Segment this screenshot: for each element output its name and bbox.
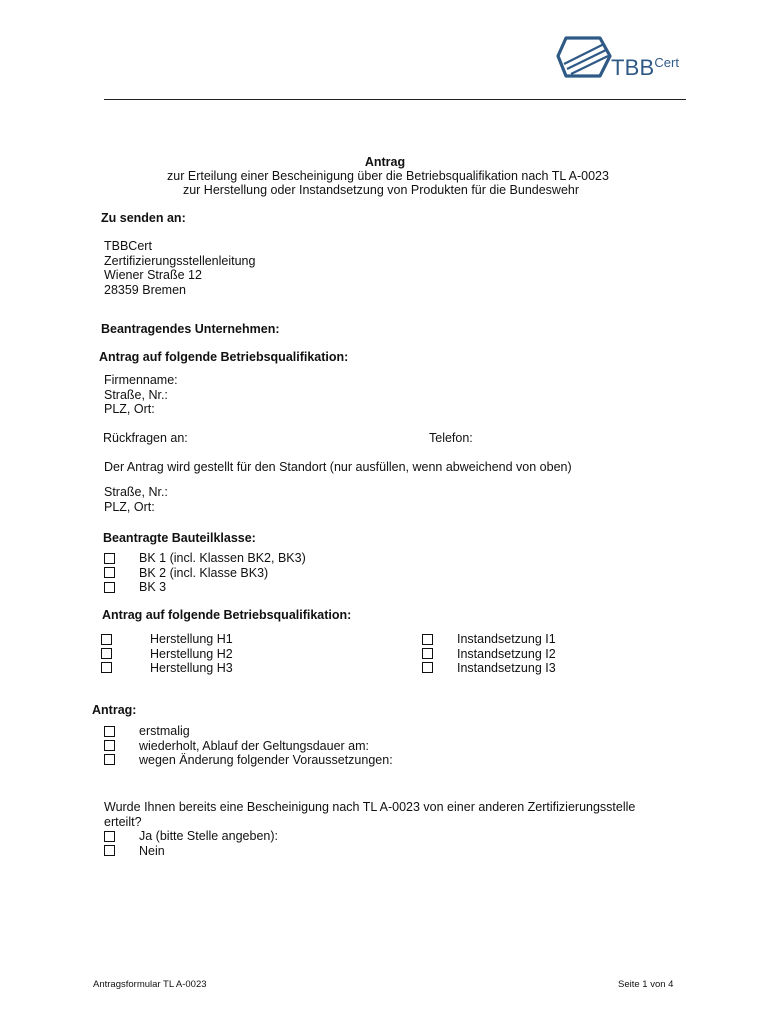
- previous-question-line-2: erteilt?: [104, 814, 142, 829]
- bk1-checkbox[interactable]: [104, 553, 115, 564]
- change-label: wegen Änderung folgender Voraussetzungen:: [139, 753, 393, 767]
- company-fields: [104, 373, 178, 417]
- no-label: Nein: [139, 843, 165, 858]
- bk3-checkbox[interactable]: [104, 582, 115, 593]
- yes-label: Ja (bitte Stelle angeben):: [139, 829, 278, 843]
- company-qualification-label: Antrag auf folgende Betriebsqualifikation:: [99, 350, 349, 364]
- title-line-1: zur Erteilung einer Bescheinigung über die Betriebsqualifikation nach TL A-0023: [167, 169, 609, 183]
- recipient-line: 28359 Bremen: [104, 282, 187, 297]
- recipient-label: Zu senden an:: [101, 211, 186, 225]
- contact-label: Rückfragen an:: [103, 431, 188, 445]
- application-options: [139, 724, 393, 768]
- company-name-field: Firmenname:: [104, 373, 178, 387]
- recipient-line: TBBCert: [104, 239, 152, 253]
- previous-question-line-1: Wurde Ihnen bereits eine Bescheinigung nach TL A-0023 von einer anderen Zertifizierungsstelle: [104, 800, 636, 814]
- logo-suffix: Cert: [654, 55, 679, 70]
- i2-checkbox[interactable]: [422, 648, 433, 659]
- footer-form-name: Antragsformular TL A-0023: [93, 979, 207, 990]
- company-city-field: PLZ, Ort:: [104, 402, 155, 416]
- change-checkbox[interactable]: [104, 754, 115, 765]
- yes-checkbox[interactable]: [104, 831, 115, 842]
- site-city-field: PLZ, Ort:: [104, 499, 155, 514]
- bk2-label: BK 2 (incl. Klasse BK3): [139, 565, 269, 580]
- recipient-line: Wiener Straße 12: [104, 268, 202, 282]
- phone-label: Telefon:: [429, 431, 473, 445]
- recipient-line: Zertifizierungsstellenleitung: [104, 253, 256, 268]
- i3-label: Instandsetzung I3: [457, 661, 556, 675]
- h3-label: Herstellung H3: [150, 661, 233, 675]
- i3-checkbox[interactable]: [422, 662, 433, 673]
- site-fields: [104, 485, 168, 514]
- component-class-label: Beantragte Bauteilklasse:: [103, 531, 256, 545]
- h2-label: Herstellung H2: [150, 646, 233, 661]
- component-class-options: [139, 551, 306, 595]
- repeat-checkbox[interactable]: [104, 740, 115, 751]
- repeat-label: wiederholt, Ablauf der Geltungsdauer am:: [139, 738, 369, 753]
- application-label: Antrag:: [92, 703, 137, 717]
- logo-wordmark: [611, 56, 679, 80]
- bk1-label: BK 1 (incl. Klassen BK2, BK3): [139, 551, 306, 565]
- header-rule: [104, 99, 686, 100]
- i1-checkbox[interactable]: [422, 634, 433, 645]
- site-note: Der Antrag wird gestellt für den Standort (nur ausfüllen, wenn abweichend von oben): [104, 460, 572, 474]
- previous-options: [139, 829, 278, 858]
- previous-question: [104, 800, 635, 829]
- title-line-2: zur Herstellung oder Instandsetzung von Produkten für die Bundeswehr: [182, 183, 580, 197]
- no-checkbox[interactable]: [104, 845, 115, 856]
- footer-page-number: Seite 1 von 4: [618, 979, 674, 990]
- h1-label: Herstellung H1: [150, 632, 233, 646]
- bk3-label: BK 3: [139, 580, 167, 594]
- company-label: Beantragendes Unternehmen:: [101, 322, 280, 336]
- company-street-field: Straße, Nr.:: [104, 387, 168, 402]
- repair-options: [457, 632, 556, 676]
- qualification-label: Antrag auf folgende Betriebsqualifikation:: [102, 608, 352, 622]
- h3-checkbox[interactable]: [101, 662, 112, 673]
- site-street-field: Straße, Nr.:: [104, 485, 168, 499]
- logo-brand: TBB: [611, 55, 655, 80]
- first-time-label: erstmalig: [139, 724, 190, 738]
- h2-checkbox[interactable]: [101, 648, 112, 659]
- i1-label: Instandsetzung I1: [457, 632, 556, 646]
- manufacturing-options: [150, 632, 233, 676]
- page-title: Antrag: [364, 155, 406, 169]
- recipient-address: [104, 239, 255, 297]
- h1-checkbox[interactable]: [101, 634, 112, 645]
- i2-label: Instandsetzung I2: [457, 646, 556, 661]
- first-time-checkbox[interactable]: [104, 726, 115, 737]
- bk2-checkbox[interactable]: [104, 567, 115, 578]
